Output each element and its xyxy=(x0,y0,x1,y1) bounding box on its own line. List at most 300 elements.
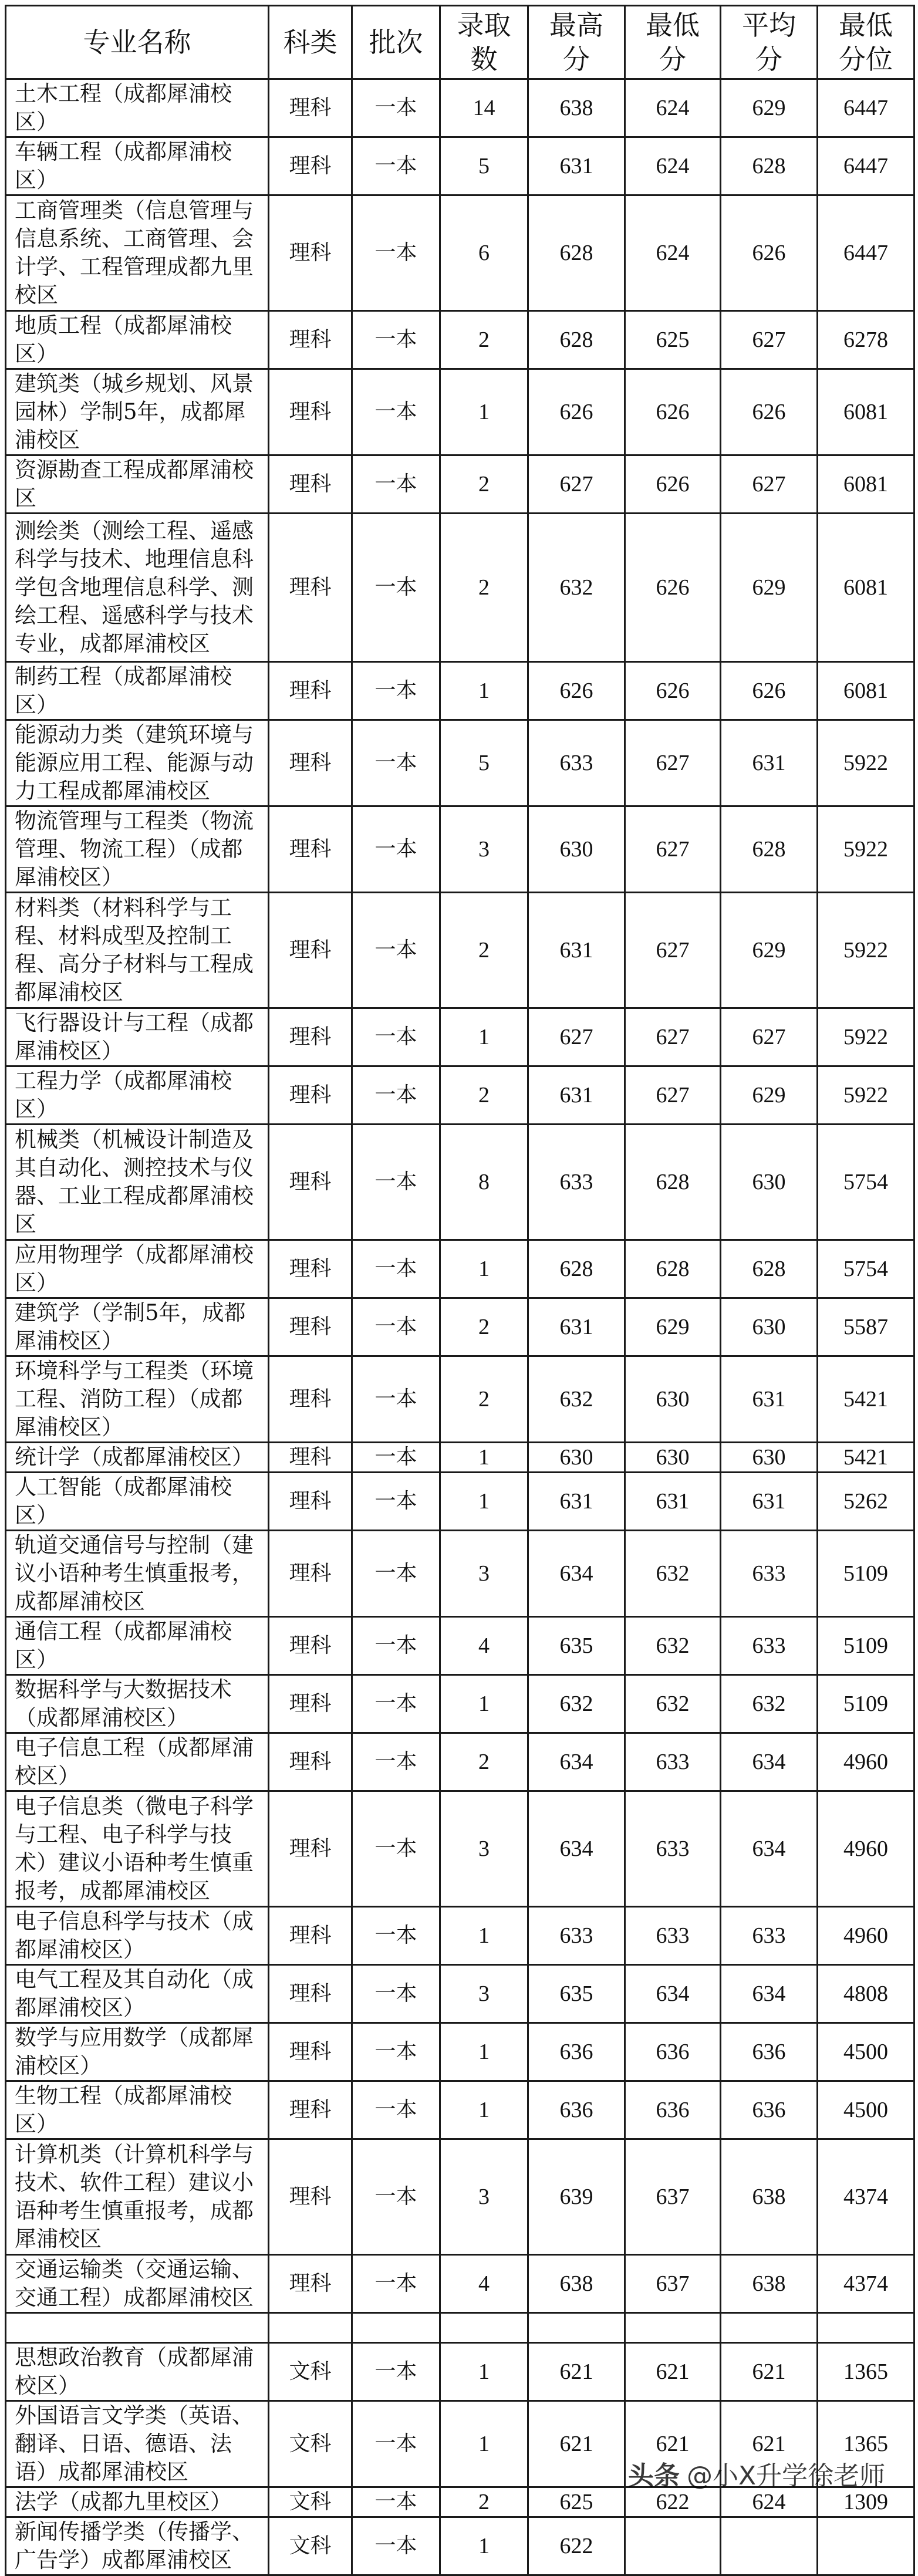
cell-admitted: 3 xyxy=(440,1791,528,1907)
cell-batch: 一本 xyxy=(352,2139,440,2255)
cell-min-rank: 4808 xyxy=(818,1965,914,2023)
cell-major: 交通运输类（交通运输、交通工程）成都犀浦校区 xyxy=(6,2255,269,2313)
cell-lowest: 626 xyxy=(625,369,721,455)
cell-category: 理科 xyxy=(269,311,352,369)
cell-admitted: 2 xyxy=(440,893,528,1008)
cell-min-rank: 4374 xyxy=(818,2255,914,2313)
cell-batch: 一本 xyxy=(352,720,440,806)
header-major: 专业名称 xyxy=(6,6,269,79)
table-row xyxy=(6,311,914,369)
cell-major: 车辆工程（成都犀浦校区） xyxy=(6,137,269,195)
cell-average: 638 xyxy=(721,2139,818,2255)
cell-average: 632 xyxy=(721,1675,818,1733)
cell-min-rank: 6081 xyxy=(818,662,914,720)
table-row xyxy=(6,806,914,893)
cell-average: 626 xyxy=(721,662,818,720)
cell-major: 统计学（成都犀浦校区） xyxy=(6,1443,269,1473)
cell-category: 文科 xyxy=(269,2343,352,2401)
cell-lowest: 627 xyxy=(625,720,721,806)
cell-lowest: 632 xyxy=(625,1675,721,1733)
cell-average: 629 xyxy=(721,79,818,137)
cell-lowest: 633 xyxy=(625,1791,721,1907)
cell-highest: 631 xyxy=(528,137,625,195)
cell-major: 计算机类（计算机科学与技术、软件工程）建议小语种考生慎重报考，成都犀浦校区 xyxy=(6,2139,269,2255)
cell-average: 631 xyxy=(721,1473,818,1531)
cell-category: 理科 xyxy=(269,720,352,806)
cell-lowest: 622 xyxy=(625,2487,721,2517)
cell-lowest: 633 xyxy=(625,1733,721,1791)
cell-major: 制药工程（成都犀浦校区） xyxy=(6,662,269,720)
cell-min-rank: 5109 xyxy=(818,1617,914,1675)
cell-batch: 一本 xyxy=(352,1443,440,1473)
cell-min-rank: 5922 xyxy=(818,720,914,806)
cell-lowest: 627 xyxy=(625,893,721,1008)
cell-min-rank: 4500 xyxy=(818,2023,914,2081)
cell-min-rank: 5922 xyxy=(818,806,914,893)
cell-category: 理科 xyxy=(269,1531,352,1617)
cell-highest: 636 xyxy=(528,2081,625,2139)
cell-major: 材料类（材料科学与工程、材料成型及控制工程、高分子材料与工程成都犀浦校区 xyxy=(6,893,269,1008)
cell-average: 627 xyxy=(721,455,818,514)
cell-category: 理科 xyxy=(269,1066,352,1125)
cell-highest: 626 xyxy=(528,369,625,455)
cell-highest xyxy=(528,2313,625,2343)
cell-min-rank: 5922 xyxy=(818,893,914,1008)
cell-highest: 630 xyxy=(528,1443,625,1473)
cell-admitted: 2 xyxy=(440,1298,528,1356)
cell-min-rank: 6081 xyxy=(818,514,914,662)
cell-batch: 一本 xyxy=(352,2255,440,2313)
cell-batch: 一本 xyxy=(352,1733,440,1791)
cell-highest: 628 xyxy=(528,195,625,311)
cell-admitted: 1 xyxy=(440,1443,528,1473)
cell-highest: 632 xyxy=(528,514,625,662)
cell-category: 理科 xyxy=(269,1008,352,1066)
cell-highest: 634 xyxy=(528,1733,625,1791)
cell-major: 思想政治教育（成都犀浦校区） xyxy=(6,2343,269,2401)
cell-admitted: 1 xyxy=(440,1240,528,1298)
cell-lowest: 627 xyxy=(625,1008,721,1066)
cell-min-rank: 4960 xyxy=(818,1791,914,1907)
cell-admitted: 2 xyxy=(440,1733,528,1791)
cell-category: 理科 xyxy=(269,1240,352,1298)
cell-average: 633 xyxy=(721,1907,818,1965)
table-row xyxy=(6,1733,914,1791)
cell-admitted xyxy=(440,2313,528,2343)
cell-admitted: 1 xyxy=(440,1008,528,1066)
cell-admitted: 1 xyxy=(440,2343,528,2401)
cell-major: 物流管理与工程类（物流管理、物流工程）（成都犀浦校区） xyxy=(6,806,269,893)
cell-highest: 632 xyxy=(528,1675,625,1733)
cell-category: 理科 xyxy=(269,369,352,455)
cell-min-rank: 5922 xyxy=(818,1066,914,1125)
cell-category: 理科 xyxy=(269,662,352,720)
cell-min-rank: 5109 xyxy=(818,1531,914,1617)
cell-major: 资源勘查工程成都犀浦校区 xyxy=(6,455,269,514)
cell-admitted: 5 xyxy=(440,720,528,806)
cell-admitted: 3 xyxy=(440,1531,528,1617)
header-min-rank: 最低 分位 xyxy=(818,6,914,79)
cell-major: 电气工程及其自动化（成都犀浦校区） xyxy=(6,1965,269,2023)
cell-highest: 627 xyxy=(528,455,625,514)
table-row xyxy=(6,79,914,137)
cell-lowest: 625 xyxy=(625,311,721,369)
table-row xyxy=(6,1907,914,1965)
cell-admitted: 1 xyxy=(440,369,528,455)
cell-lowest: 632 xyxy=(625,1531,721,1617)
cell-average: 627 xyxy=(721,311,818,369)
cell-category: 理科 xyxy=(269,1473,352,1531)
cell-highest: 633 xyxy=(528,720,625,806)
cell-admitted: 3 xyxy=(440,806,528,893)
cell-major: 工商管理类（信息管理与信息系统、工商管理、会计学、工程管理成都九里校区 xyxy=(6,195,269,311)
cell-highest: 635 xyxy=(528,1617,625,1675)
cell-admitted: 3 xyxy=(440,2139,528,2255)
header-highest: 最高 分 xyxy=(528,6,625,79)
cell-lowest: 624 xyxy=(625,79,721,137)
cell-admitted: 1 xyxy=(440,2517,528,2575)
table-row xyxy=(6,1791,914,1907)
cell-min-rank xyxy=(818,2517,914,2575)
header-category: 科类 xyxy=(269,6,352,79)
cell-highest: 639 xyxy=(528,2139,625,2255)
cell-average: 631 xyxy=(721,720,818,806)
cell-highest: 633 xyxy=(528,1907,625,1965)
cell-highest: 626 xyxy=(528,662,625,720)
cell-min-rank: 6081 xyxy=(818,369,914,455)
cell-category: 文科 xyxy=(269,2487,352,2517)
cell-batch: 一本 xyxy=(352,1066,440,1125)
cell-average: 636 xyxy=(721,2023,818,2081)
header-admitted: 录取 数 xyxy=(440,6,528,79)
table-header-row xyxy=(6,6,914,79)
cell-batch: 一本 xyxy=(352,1531,440,1617)
cell-average xyxy=(721,2517,818,2575)
cell-category: 理科 xyxy=(269,893,352,1008)
cell-major: 轨道交通信号与控制（建议小语种考生慎重报考，成都犀浦校区 xyxy=(6,1531,269,1617)
cell-min-rank: 5109 xyxy=(818,1675,914,1733)
cell-category: 理科 xyxy=(269,806,352,893)
cell-batch: 一本 xyxy=(352,1298,440,1356)
cell-average: 633 xyxy=(721,1617,818,1675)
cell-category: 理科 xyxy=(269,1298,352,1356)
cell-highest: 636 xyxy=(528,2023,625,2081)
cell-average: 628 xyxy=(721,806,818,893)
cell-batch: 一本 xyxy=(352,2081,440,2139)
table-row xyxy=(6,514,914,662)
cell-batch: 一本 xyxy=(352,1356,440,1443)
cell-batch: 一本 xyxy=(352,2023,440,2081)
cell-highest: 633 xyxy=(528,1125,625,1240)
header-average: 平均 分 xyxy=(721,6,818,79)
table-row xyxy=(6,662,914,720)
cell-lowest: 626 xyxy=(625,455,721,514)
cell-batch: 一本 xyxy=(352,1675,440,1733)
cell-admitted: 8 xyxy=(440,1125,528,1240)
table-row xyxy=(6,1531,914,1617)
cell-major: 电子信息工程（成都犀浦校区） xyxy=(6,1733,269,1791)
cell-major: 人工智能（成都犀浦校区） xyxy=(6,1473,269,1531)
cell-average: 621 xyxy=(721,2401,818,2487)
cell-admitted: 1 xyxy=(440,2023,528,2081)
table-row xyxy=(6,1240,914,1298)
cell-major: 工程力学（成都犀浦校区） xyxy=(6,1066,269,1125)
cell-major: 建筑类（城乡规划、风景园林）学制5年，成都犀浦校区 xyxy=(6,369,269,455)
cell-highest: 635 xyxy=(528,1965,625,2023)
cell-highest: 621 xyxy=(528,2401,625,2487)
cell-min-rank: 4960 xyxy=(818,1907,914,1965)
cell-admitted: 14 xyxy=(440,79,528,137)
table-row xyxy=(6,1125,914,1240)
cell-major: 电子信息科学与技术（成都犀浦校区） xyxy=(6,1907,269,1965)
table-row xyxy=(6,1617,914,1675)
cell-lowest: 629 xyxy=(625,1298,721,1356)
cell-major: 建筑学（学制5年，成都犀浦校区） xyxy=(6,1298,269,1356)
cell-category: 理科 xyxy=(269,2139,352,2255)
cell-average: 638 xyxy=(721,2255,818,2313)
cell-category: 理科 xyxy=(269,2023,352,2081)
cell-lowest: 634 xyxy=(625,1965,721,2023)
cell-batch: 一本 xyxy=(352,1008,440,1066)
cell-min-rank: 4960 xyxy=(818,1733,914,1791)
cell-average: 634 xyxy=(721,1791,818,1907)
cell-average: 621 xyxy=(721,2343,818,2401)
cell-category: 理科 xyxy=(269,2081,352,2139)
cell-category: 文科 xyxy=(269,2401,352,2487)
cell-major: 应用物理学（成都犀浦校区） xyxy=(6,1240,269,1298)
cell-batch: 一本 xyxy=(352,1791,440,1907)
cell-average: 629 xyxy=(721,1066,818,1125)
table-row xyxy=(6,369,914,455)
cell-average: 629 xyxy=(721,514,818,662)
cell-min-rank: 5421 xyxy=(818,1443,914,1473)
cell-lowest: 630 xyxy=(625,1443,721,1473)
cell-category: 理科 xyxy=(269,1733,352,1791)
cell-category: 理科 xyxy=(269,195,352,311)
cell-min-rank: 4500 xyxy=(818,2081,914,2139)
cell-category: 理科 xyxy=(269,1617,352,1675)
cell-batch: 一本 xyxy=(352,311,440,369)
cell-lowest: 624 xyxy=(625,195,721,311)
table-row xyxy=(6,1965,914,2023)
cell-lowest: 636 xyxy=(625,2081,721,2139)
cell-admitted: 2 xyxy=(440,455,528,514)
cell-highest: 638 xyxy=(528,79,625,137)
cell-category: 理科 xyxy=(269,137,352,195)
cell-lowest: 630 xyxy=(625,1356,721,1443)
table-row xyxy=(6,2343,914,2401)
cell-category: 理科 xyxy=(269,1675,352,1733)
cell-min-rank: 6447 xyxy=(818,195,914,311)
cell-major: 电子信息类（微电子科学与工程、电子科学与技术）建议小语种考生慎重报考，成都犀浦校区 xyxy=(6,1791,269,1907)
cell-lowest: 627 xyxy=(625,806,721,893)
cell-lowest: 628 xyxy=(625,1240,721,1298)
cell-average: 624 xyxy=(721,2487,818,2517)
cell-min-rank: 6447 xyxy=(818,137,914,195)
cell-lowest: 627 xyxy=(625,1066,721,1125)
cell-min-rank: 5922 xyxy=(818,1008,914,1066)
cell-admitted: 2 xyxy=(440,514,528,662)
cell-category: 理科 xyxy=(269,79,352,137)
cell-batch: 一本 xyxy=(352,195,440,311)
cell-batch: 一本 xyxy=(352,1907,440,1965)
cell-batch: 一本 xyxy=(352,1473,440,1531)
cell-min-rank: 5421 xyxy=(818,1356,914,1443)
table-row xyxy=(6,2023,914,2081)
cell-highest: 631 xyxy=(528,1298,625,1356)
cell-average: 628 xyxy=(721,137,818,195)
cell-admitted: 1 xyxy=(440,1675,528,1733)
cell-lowest xyxy=(625,2313,721,2343)
cell-batch: 一本 xyxy=(352,806,440,893)
table-row xyxy=(6,1066,914,1125)
cell-category xyxy=(269,2313,352,2343)
cell-average: 626 xyxy=(721,369,818,455)
cell-min-rank: 1309 xyxy=(818,2487,914,2517)
cell-major: 生物工程（成都犀浦校区） xyxy=(6,2081,269,2139)
cell-major: 飞行器设计与工程（成都犀浦校区） xyxy=(6,1008,269,1066)
table-row xyxy=(6,2081,914,2139)
table-row xyxy=(6,893,914,1008)
cell-min-rank: 6447 xyxy=(818,79,914,137)
table-row xyxy=(6,1356,914,1443)
watermark xyxy=(628,2450,885,2497)
cell-average: 636 xyxy=(721,2081,818,2139)
cell-batch: 一本 xyxy=(352,2401,440,2487)
cell-category: 理科 xyxy=(269,514,352,662)
cell-min-rank: 1365 xyxy=(818,2401,914,2487)
cell-average: 630 xyxy=(721,1443,818,1473)
cell-highest: 634 xyxy=(528,1791,625,1907)
cell-major: 外国语言文学类（英语、翻译、日语、德语、法语）成都犀浦校区 xyxy=(6,2401,269,2487)
cell-highest: 631 xyxy=(528,893,625,1008)
cell-batch: 一本 xyxy=(352,1125,440,1240)
cell-category: 理科 xyxy=(269,1125,352,1240)
cell-highest: 628 xyxy=(528,311,625,369)
cell-lowest: 631 xyxy=(625,1473,721,1531)
cell-min-rank: 1365 xyxy=(818,2343,914,2401)
cell-admitted: 4 xyxy=(440,1617,528,1675)
table-row xyxy=(6,1675,914,1733)
cell-admitted: 3 xyxy=(440,1965,528,2023)
table-row xyxy=(6,1008,914,1066)
cell-average: 630 xyxy=(721,1298,818,1356)
cell-lowest: 626 xyxy=(625,514,721,662)
cell-lowest: 621 xyxy=(625,2401,721,2487)
cell-lowest: 624 xyxy=(625,137,721,195)
cell-min-rank: 4374 xyxy=(818,2139,914,2255)
cell-min-rank: 5587 xyxy=(818,1298,914,1356)
cell-category: 理科 xyxy=(269,1443,352,1473)
cell-lowest xyxy=(625,2517,721,2575)
cell-batch: 一本 xyxy=(352,2487,440,2517)
cell-major: 测绘类（测绘工程、遥感科学与技术、地理信息科学包含地理信息科学、测绘工程、遥感科学与技术专业，成都犀浦校区 xyxy=(6,514,269,662)
cell-batch: 一本 xyxy=(352,893,440,1008)
cell-lowest: 637 xyxy=(625,2255,721,2313)
admission-score-table xyxy=(5,5,915,2576)
cell-lowest: 633 xyxy=(625,1907,721,1965)
table-row xyxy=(6,720,914,806)
table-row xyxy=(6,2139,914,2255)
cell-admitted: 1 xyxy=(440,2401,528,2487)
cell-major: 环境科学与工程类（环境工程、消防工程）（成都犀浦校区） xyxy=(6,1356,269,1443)
cell-lowest: 621 xyxy=(625,2343,721,2401)
cell-major: 数学与应用数学（成都犀浦校区） xyxy=(6,2023,269,2081)
cell-batch: 一本 xyxy=(352,514,440,662)
cell-admitted: 2 xyxy=(440,1356,528,1443)
cell-major: 数据科学与大数据技术（成都犀浦校区） xyxy=(6,1675,269,1733)
cell-major: 新闻传播学类（传播学、广告学）成都犀浦校区 xyxy=(6,2517,269,2575)
cell-highest: 638 xyxy=(528,2255,625,2313)
cell-average: 634 xyxy=(721,1733,818,1791)
cell-highest: 634 xyxy=(528,1531,625,1617)
cell-admitted: 2 xyxy=(440,311,528,369)
cell-average: 633 xyxy=(721,1531,818,1617)
cell-batch: 一本 xyxy=(352,1617,440,1675)
cell-batch xyxy=(352,2313,440,2343)
table-row xyxy=(6,195,914,311)
table-row xyxy=(6,455,914,514)
cell-batch: 一本 xyxy=(352,137,440,195)
cell-batch: 一本 xyxy=(352,369,440,455)
cell-major: 通信工程（成都犀浦校区） xyxy=(6,1617,269,1675)
cell-min-rank: 5754 xyxy=(818,1125,914,1240)
cell-batch: 一本 xyxy=(352,2343,440,2401)
cell-lowest: 628 xyxy=(625,1125,721,1240)
cell-admitted: 1 xyxy=(440,1473,528,1531)
cell-average: 630 xyxy=(721,1125,818,1240)
watermark-handle: @小X升学徐老师 xyxy=(687,2461,886,2491)
cell-highest: 631 xyxy=(528,1473,625,1531)
cell-admitted: 4 xyxy=(440,2255,528,2313)
cell-min-rank: 6081 xyxy=(818,455,914,514)
cell-category: 理科 xyxy=(269,1791,352,1907)
cell-average: 634 xyxy=(721,1965,818,2023)
cell-major: 地质工程（成都犀浦校区） xyxy=(6,311,269,369)
cell-major: 机械类（机械设计制造及其自动化、测控技术与仪器、工业工程成都犀浦校区 xyxy=(6,1125,269,1240)
table-row xyxy=(6,2517,914,2575)
table-row xyxy=(6,1443,914,1473)
cell-major xyxy=(6,2313,269,2343)
cell-admitted: 2 xyxy=(440,2487,528,2517)
cell-batch: 一本 xyxy=(352,2517,440,2575)
cell-batch: 一本 xyxy=(352,455,440,514)
cell-batch: 一本 xyxy=(352,1965,440,2023)
cell-highest: 627 xyxy=(528,1008,625,1066)
cell-highest: 622 xyxy=(528,2517,625,2575)
cell-category: 理科 xyxy=(269,1356,352,1443)
cell-min-rank xyxy=(818,2313,914,2343)
cell-average xyxy=(721,2313,818,2343)
cell-highest: 628 xyxy=(528,1240,625,1298)
cell-batch: 一本 xyxy=(352,1240,440,1298)
table-row xyxy=(6,1473,914,1531)
cell-min-rank: 5262 xyxy=(818,1473,914,1531)
cell-category: 理科 xyxy=(269,1907,352,1965)
cell-highest: 621 xyxy=(528,2343,625,2401)
cell-average: 631 xyxy=(721,1356,818,1443)
cell-lowest: 626 xyxy=(625,662,721,720)
cell-average: 626 xyxy=(721,195,818,311)
cell-major: 能源动力类（建筑环境与能源应用工程、能源与动力工程成都犀浦校区 xyxy=(6,720,269,806)
header-batch: 批次 xyxy=(352,6,440,79)
cell-lowest: 637 xyxy=(625,2139,721,2255)
cell-average: 629 xyxy=(721,893,818,1008)
cell-highest: 631 xyxy=(528,1066,625,1125)
cell-highest: 630 xyxy=(528,806,625,893)
cell-batch: 一本 xyxy=(352,79,440,137)
cell-admitted: 1 xyxy=(440,1907,528,1965)
